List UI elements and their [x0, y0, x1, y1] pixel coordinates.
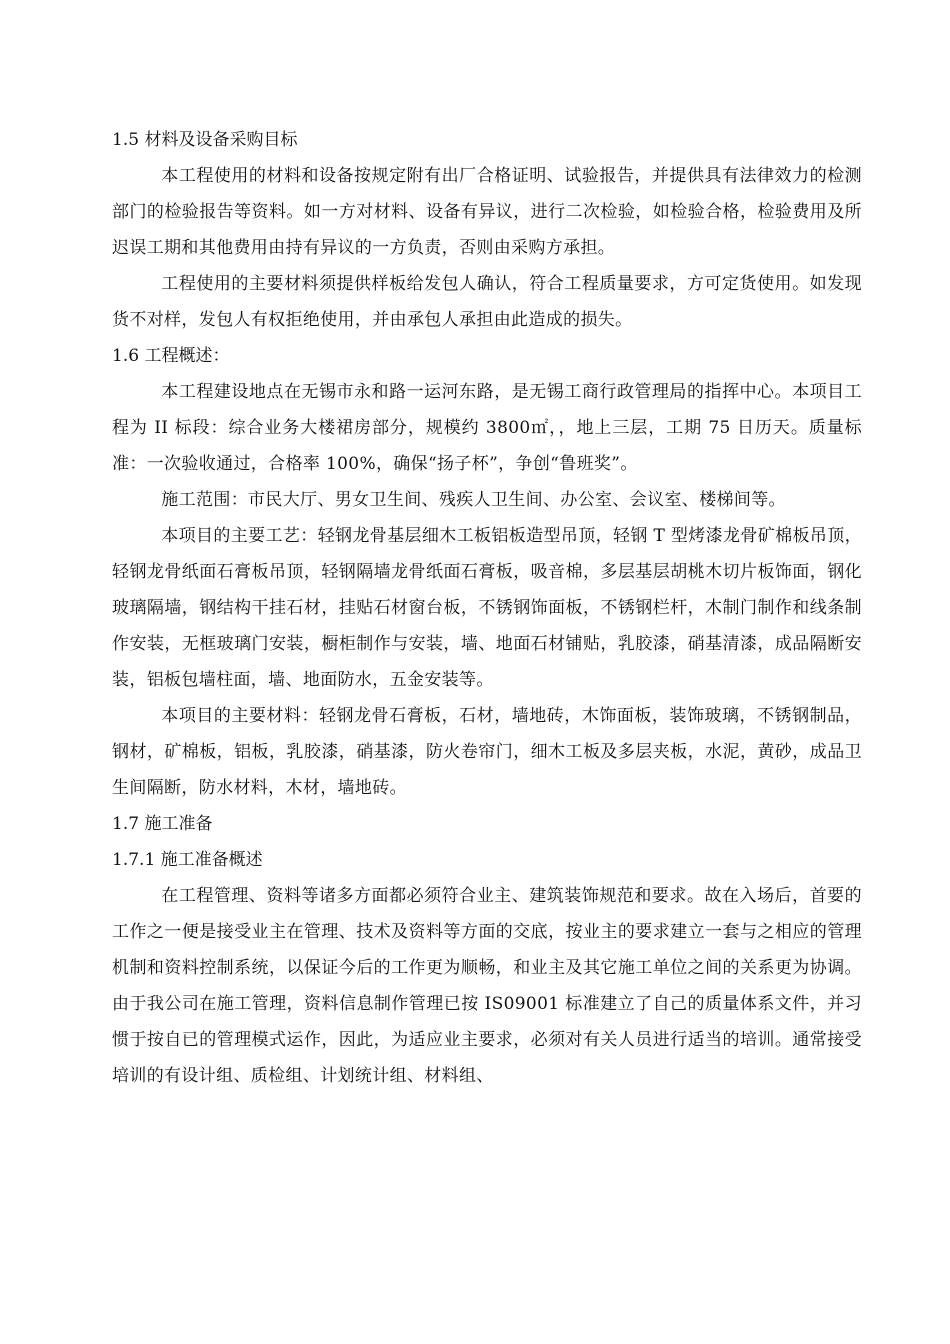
paragraph-main-materials: 本项目的主要材料：轻钢龙骨石膏板，石材，墙地砖，木饰面板，装饰玻璃，不锈钢制品，钢材，矿棉板，铝板，乳胶漆，硝基漆，防火卷帘门，细木工板及多层夹板，水泥，黄砂，成品卫生间隔断，防水材料，木材，墙地砖。	[112, 706, 862, 798]
heading-1-7: 1.7 施工准备	[112, 814, 213, 834]
paragraph-construction-scope: 施工范围：市民大厅、男女卫生间、残疾人卫生间、办公室、会议室、楼梯间等。	[161, 490, 786, 510]
paragraph-material-certification: 本工程使用的材料和设备按规定附有出厂合格证明、试验报告，并提供具有法律效力的检测部门的检验报告等资料。如一方对材料、设备有异议，进行二次检验，如检验合格，检验费用及所迟误工期和其他费用由持有异议的一方负责，否则由采购方承担。	[112, 166, 862, 258]
paragraph-project-location: 本工程建设地点在无锡市永和路一运河东路，是无锡工商行政管理局的指挥中心。本项目工程为 II 标段：综合业务大楼裙房部分，规模约 3800㎡，，地上三层，工期 75 日历天。质量标准：一次验收通过，合格率 100%，确保“扬子杯”，争创“鲁班奖”。	[112, 382, 862, 474]
document-page	[112, 122, 862, 1094]
paragraph-preparation-overview: 在工程管理、资料等诸多方面都必须符合业主、建筑装饰规范和要求。故在入场后，首要的工作之一便是接受业主在管理、技术及资料等方面的交底，按业主的要求建立一套与之相应的管理机制和资料控制系统，以保证今后的工作更为顺畅，和业主及其它施工单位之间的关系更为协调。由于我公司在施工管理，资料信息制作管理已按 IS09001 标准建立了自己的质量体系文件，并习惯于按自已的管理模式运作，因此，为适应业主要求，必须对有关人员进行适当的培训。通常接受培训的有设计组、质检组、计划统计组、材料组、	[112, 886, 862, 1086]
paragraph-main-processes: 本项目的主要工艺：轻钢龙骨基层细木工板铝板造型吊顶，轻钢 T 型烤漆龙骨矿棉板吊顶，轻钢龙骨纸面石膏板吊顶，轻钢隔墙龙骨纸面石膏板，吸音棉，多层基层胡桃木切片板饰面，钢化玻璃隔墙，钢结构干挂石材，挂贴石材窗台板，不锈钢饰面板，不锈钢栏杆，木制门制作和线条制作安装，无框玻璃门安装，橱柜制作与安装，墙、地面石材铺贴，乳胶漆，硝基清漆，成品隔断安装，铝板包墙柱面，墙、地面防水，五金安装等。	[112, 526, 862, 690]
paragraph-material-samples: 工程使用的主要材料须提供样板给发包人确认，符合工程质量要求，方可定货使用。如发现货不对样，发包人有权拒绝使用，并由承包人承担由此造成的损失。	[112, 274, 862, 330]
heading-1-6: 1.6 工程概述：	[112, 346, 230, 366]
heading-1-5: 1.5 材料及设备采购目标	[112, 130, 298, 150]
heading-1-7-1: 1.7.1 施工准备概述	[112, 850, 263, 870]
